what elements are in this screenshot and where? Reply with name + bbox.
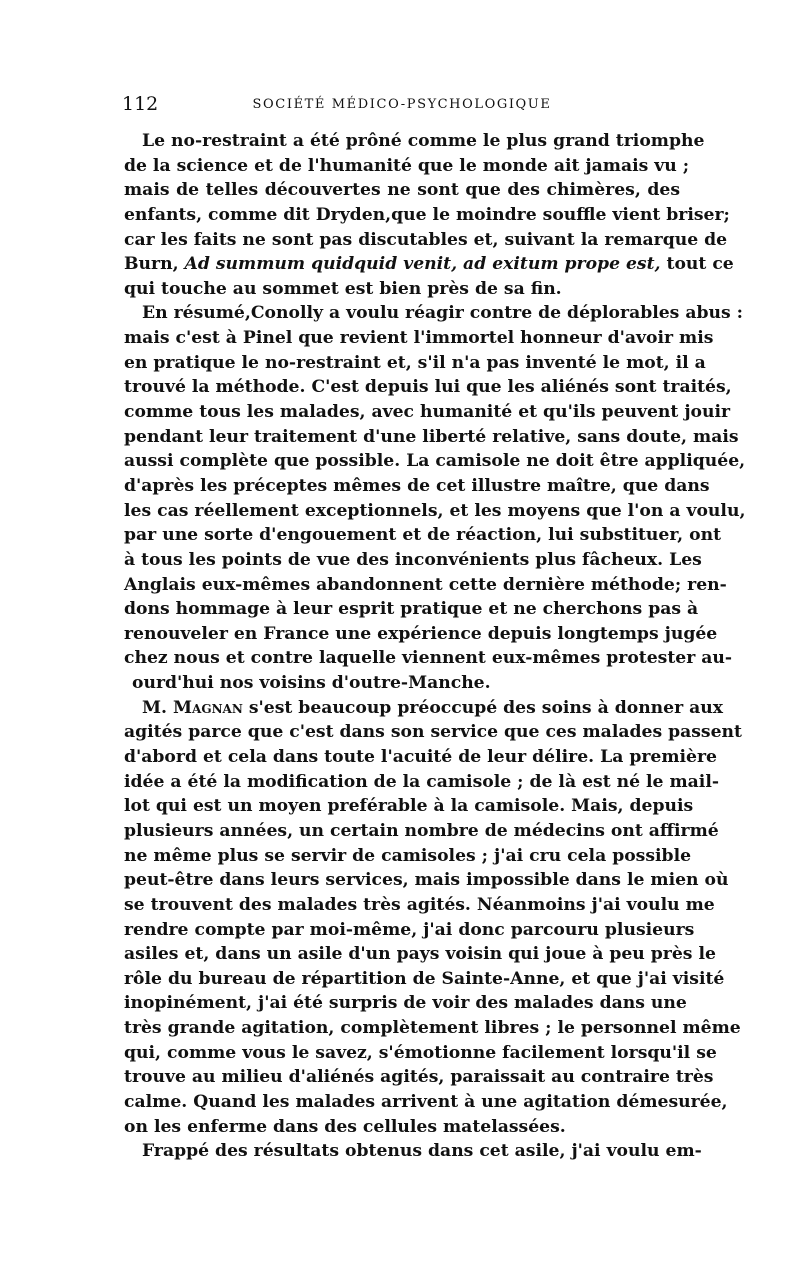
text-line: ourd'hui nos voisins d'outre-Manche.: [132, 673, 491, 694]
text-line: en pratique le no-restraint et, s'il n'a pas inventé le mot, il a: [124, 352, 706, 373]
text-line: d'après les préceptes mêmes de cet illustre maître, que dans: [124, 475, 710, 496]
text-line: M. Magnan s'est beaucoup préoccupé des soins à donner aux: [142, 697, 724, 718]
italic-quote: Ad summum quidquid venit, ad exitum prope est,: [184, 254, 667, 275]
text-line: renouveler en France une expérience depuis longtemps jugée: [124, 623, 718, 644]
text-line: idée a été la modification de la camisole ; de là est né le mail-: [124, 771, 719, 792]
text-line: Le no-restraint a été prôné comme le plus grand triomphe: [142, 131, 705, 151]
text-line: de la science et de l'humanité que le monde ait jamais vu ;: [124, 155, 690, 176]
text-run: Burn,: [124, 254, 185, 275]
text-line: qui touche au sommet est bien près de sa fin.: [124, 278, 562, 299]
body-text: [124, 129, 746, 1164]
text-line: mais de telles découvertes ne sont que des chimères, des: [124, 180, 680, 201]
text-line: peut-être dans leurs services, mais impossible dans le mien où: [124, 870, 729, 891]
text-line: En résumé,Conolly a voulu réagir contre de déplorables abus :: [142, 303, 744, 324]
text-line: aussi complète que possible. La camisole ne doit être appliquée,: [124, 451, 746, 472]
text-line: à tous les points de vue des inconvénients plus fâcheux. Les: [124, 549, 702, 570]
text-line: comme tous les malades, avec humanité et qu'ils peuvent jouir: [124, 402, 731, 423]
text-line: qui, comme vous le savez, s'émotionne facilement lorsqu'il se: [124, 1042, 717, 1063]
text-line: d'abord et cela dans toute l'acuité de leur délire. La première: [124, 747, 717, 768]
page-number: 112: [122, 93, 159, 115]
text-line: trouvé la méthode. C'est depuis lui que les aliénés sont traités,: [124, 377, 732, 398]
text-line: les cas réellement exceptionnels, et les moyens que l'on a voulu,: [124, 500, 746, 521]
text-line: chez nous et contre laquelle viennent eux-mêmes protester au-: [124, 648, 733, 669]
text-line: Frappé des résultats obtenus dans cet asile, j'ai voulu em-: [142, 1141, 702, 1162]
text-line: enfants, comme dit Dryden,que le moindre souffle vient briser;: [124, 204, 730, 225]
text-line: ne même plus se servir de camisoles ; j'ai cru cela possible: [124, 845, 692, 866]
text-line: asiles et, dans un asile d'un pays voisin qui joue à peu près le: [124, 944, 716, 965]
text-line: se trouvent des malades très agités. Néanmoins j'ai voulu me: [124, 894, 715, 915]
text-line: car les faits ne sont pas discutables et, suivant la remarque de: [124, 229, 728, 250]
text-line: dons hommage à leur esprit pratique et ne cherchons pas à: [124, 599, 699, 620]
text-line: trouve au milieu d'aliénés agités, paraissait au contraire très: [124, 1067, 714, 1088]
text-line: rendre compte par moi-même, j'ai donc parcouru plusieurs: [124, 919, 695, 940]
text-line: [124, 252, 734, 277]
running-head: [122, 93, 682, 115]
text-line: agités parce que c'est dans son service que ces malades passent: [124, 722, 742, 743]
text-line: par une sorte d'engouement et de réaction, lui substituer, ont: [124, 525, 722, 546]
text-line: on les enferme dans des cellules matelassées.: [124, 1116, 566, 1137]
text-run: tout ce: [666, 254, 734, 275]
running-title: SOCIÉTÉ MÉDICO-PSYCHOLOGIQUE: [252, 97, 552, 112]
speaker-name: Magnan: [173, 697, 243, 718]
text-line: pendant leur traitement d'une liberté relative, sans doute, mais: [124, 426, 739, 447]
text-line: plusieurs années, un certain nombre de médecins ont affirmé: [124, 820, 719, 841]
text-line: lot qui est un moyen preférable à la camisole. Mais, depuis: [124, 796, 694, 817]
text-line: inopinément, j'ai été surpris de voir des malades dans une: [124, 993, 687, 1014]
text-line: Anglais eux-mêmes abandonnent cette dernière méthode; ren-: [124, 574, 727, 595]
text-line: mais c'est à Pinel que revient l'immortel honneur d'avoir mis: [124, 328, 714, 349]
text-line: calme. Quand les malades arrivent à une agitation démesurée,: [124, 1091, 728, 1112]
text-line: rôle du bureau de répartition de Sainte-Anne, et que j'ai visité: [124, 968, 725, 989]
text-line: très grande agitation, complètement libres ; le personnel même: [124, 1018, 741, 1039]
